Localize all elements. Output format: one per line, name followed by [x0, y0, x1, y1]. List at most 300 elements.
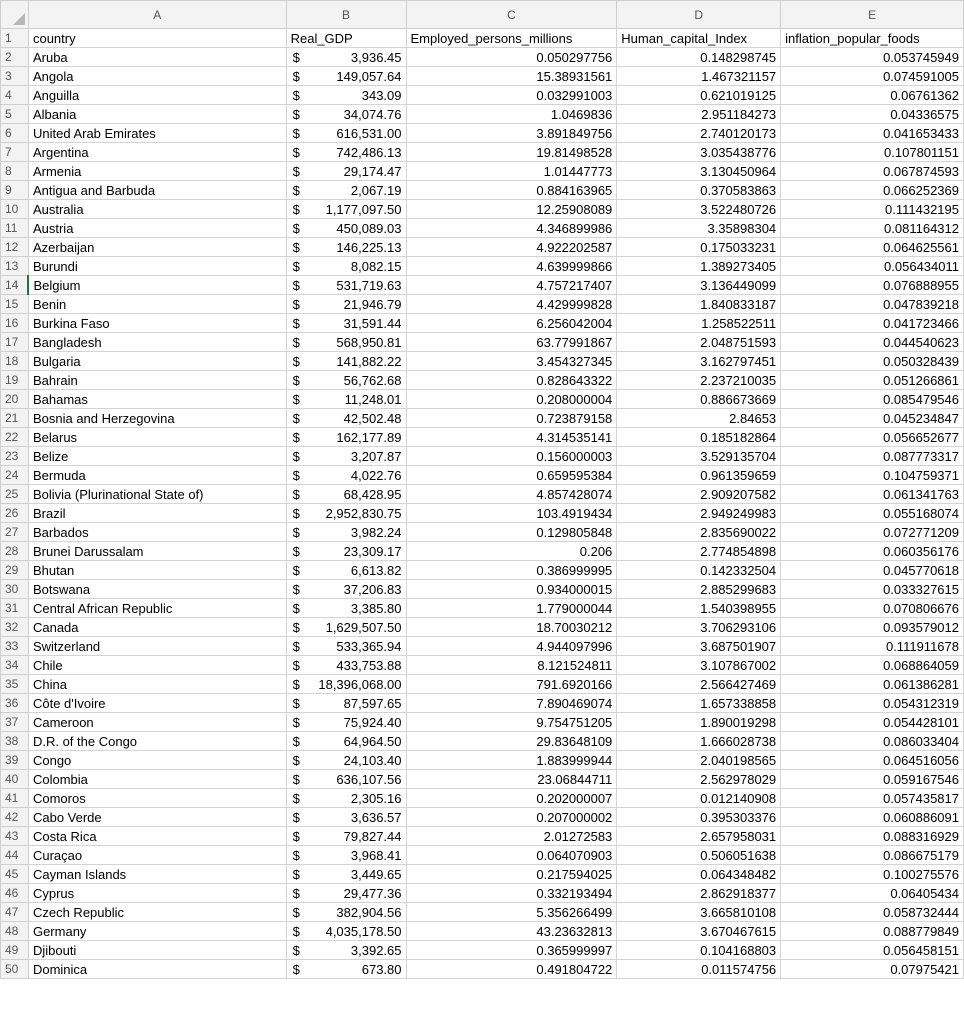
cell-B35[interactable]	[286, 675, 406, 694]
cell-A31[interactable]: Central African Republic	[28, 599, 286, 618]
cell-D42[interactable]: 0.395303376	[617, 808, 781, 827]
cell-A1[interactable]: country	[28, 29, 286, 48]
cell-A34[interactable]: Chile	[28, 656, 286, 675]
cell-E15[interactable]: 0.047839218	[781, 295, 964, 314]
cell-A7[interactable]: Argentina	[28, 143, 286, 162]
cell-B50[interactable]	[286, 960, 406, 979]
cell-A2[interactable]: Aruba	[28, 48, 286, 67]
cell-C40[interactable]: 23.06844711	[406, 770, 617, 789]
cell-D28[interactable]: 2.774854898	[617, 542, 781, 561]
row-header[interactable]: 42	[1, 808, 29, 827]
cell-B17[interactable]	[286, 333, 406, 352]
cell-E30[interactable]: 0.033327615	[781, 580, 964, 599]
cell-B2[interactable]	[286, 48, 406, 67]
cell-D47[interactable]: 3.665810108	[617, 903, 781, 922]
cell-E3[interactable]: 0.074591005	[781, 67, 964, 86]
cell-E44[interactable]: 0.086675179	[781, 846, 964, 865]
cell-C24[interactable]: 0.659595384	[406, 466, 617, 485]
cell-E33[interactable]: 0.111911678	[781, 637, 964, 656]
cell-B19[interactable]	[286, 371, 406, 390]
cell-E20[interactable]: 0.085479546	[781, 390, 964, 409]
cell-E6[interactable]: 0.041653433	[781, 124, 964, 143]
cell-A5[interactable]: Albania	[28, 105, 286, 124]
cell-E25[interactable]: 0.061341763	[781, 485, 964, 504]
cell-D32[interactable]: 3.706293106	[617, 618, 781, 637]
cell-E17[interactable]: 0.044540623	[781, 333, 964, 352]
row-header[interactable]: 8	[1, 162, 29, 181]
cell-D18[interactable]: 3.162797451	[617, 352, 781, 371]
cell-A26[interactable]: Brazil	[28, 504, 286, 523]
cell-D10[interactable]: 3.522480726	[617, 200, 781, 219]
cell-B33[interactable]	[286, 637, 406, 656]
cell-C34[interactable]: 8.121524811	[406, 656, 617, 675]
cell-D41[interactable]: 0.012140908	[617, 789, 781, 808]
row-header[interactable]: 30	[1, 580, 29, 599]
cell-C9[interactable]: 0.884163965	[406, 181, 617, 200]
cell-C49[interactable]: 0.365999997	[406, 941, 617, 960]
cell-C36[interactable]: 7.890469074	[406, 694, 617, 713]
row-header[interactable]: 27	[1, 523, 29, 542]
row-header[interactable]: 9	[1, 181, 29, 200]
cell-E45[interactable]: 0.100275576	[781, 865, 964, 884]
cell-C22[interactable]: 4.314535141	[406, 428, 617, 447]
cell-A14[interactable]: Belgium	[28, 276, 286, 295]
row-header[interactable]: 16	[1, 314, 29, 333]
cell-A35[interactable]: China	[28, 675, 286, 694]
cell-B21[interactable]	[286, 409, 406, 428]
cell-B15[interactable]	[286, 295, 406, 314]
cell-D40[interactable]: 2.562978029	[617, 770, 781, 789]
cell-A38[interactable]: D.R. of the Congo	[28, 732, 286, 751]
cell-C8[interactable]: 1.01447773	[406, 162, 617, 181]
cell-E1[interactable]: inflation_popular_foods	[781, 29, 964, 48]
cell-C1[interactable]: Employed_persons_millions	[406, 29, 617, 48]
cell-A50[interactable]: Dominica	[28, 960, 286, 979]
row-header[interactable]: 28	[1, 542, 29, 561]
cell-E2[interactable]: 0.053745949	[781, 48, 964, 67]
cell-C23[interactable]: 0.156000003	[406, 447, 617, 466]
cell-D23[interactable]: 3.529135704	[617, 447, 781, 466]
row-header[interactable]: 36	[1, 694, 29, 713]
cell-C20[interactable]: 0.208000004	[406, 390, 617, 409]
cell-E35[interactable]: 0.061386281	[781, 675, 964, 694]
row-header[interactable]: 43	[1, 827, 29, 846]
row-header[interactable]: 19	[1, 371, 29, 390]
cell-D2[interactable]: 0.148298745	[617, 48, 781, 67]
cell-A42[interactable]: Cabo Verde	[28, 808, 286, 827]
row-header[interactable]: 12	[1, 238, 29, 257]
row-header[interactable]: 46	[1, 884, 29, 903]
cell-B6[interactable]	[286, 124, 406, 143]
cell-C44[interactable]: 0.064070903	[406, 846, 617, 865]
cell-B16[interactable]	[286, 314, 406, 333]
cell-D1[interactable]: Human_capital_Index	[617, 29, 781, 48]
cell-E29[interactable]: 0.045770618	[781, 561, 964, 580]
cell-D35[interactable]: 2.566427469	[617, 675, 781, 694]
row-header[interactable]: 33	[1, 637, 29, 656]
cell-D31[interactable]: 1.540398955	[617, 599, 781, 618]
cell-C46[interactable]: 0.332193494	[406, 884, 617, 903]
cell-C43[interactable]: 2.01272583	[406, 827, 617, 846]
cell-A25[interactable]: Bolivia (Plurinational State of)	[28, 485, 286, 504]
cell-A16[interactable]: Burkina Faso	[28, 314, 286, 333]
cell-D49[interactable]: 0.104168803	[617, 941, 781, 960]
cell-A46[interactable]: Cyprus	[28, 884, 286, 903]
cell-D24[interactable]: 0.961359659	[617, 466, 781, 485]
cell-B49[interactable]	[286, 941, 406, 960]
row-header[interactable]: 18	[1, 352, 29, 371]
cell-D19[interactable]: 2.237210035	[617, 371, 781, 390]
cell-D8[interactable]: 3.130450964	[617, 162, 781, 181]
cell-A20[interactable]: Bahamas	[28, 390, 286, 409]
cell-B4[interactable]	[286, 86, 406, 105]
cell-E5[interactable]: 0.04336575	[781, 105, 964, 124]
cell-D21[interactable]: 2.84653	[617, 409, 781, 428]
cell-E14[interactable]: 0.076888955	[781, 276, 964, 295]
cell-D6[interactable]: 2.740120173	[617, 124, 781, 143]
cell-C5[interactable]: 1.0469836	[406, 105, 617, 124]
cell-C21[interactable]: 0.723879158	[406, 409, 617, 428]
cell-A32[interactable]: Canada	[28, 618, 286, 637]
cell-A10[interactable]: Australia	[28, 200, 286, 219]
row-header[interactable]: 23	[1, 447, 29, 466]
cell-C35[interactable]: 791.6920166	[406, 675, 617, 694]
row-header[interactable]: 38	[1, 732, 29, 751]
row-header[interactable]: 49	[1, 941, 29, 960]
cell-D45[interactable]: 0.064348482	[617, 865, 781, 884]
cell-A36[interactable]: Côte d'Ivoire	[28, 694, 286, 713]
row-header[interactable]: 5	[1, 105, 29, 124]
cell-E32[interactable]: 0.093579012	[781, 618, 964, 637]
cell-E43[interactable]: 0.088316929	[781, 827, 964, 846]
cell-E40[interactable]: 0.059167546	[781, 770, 964, 789]
cell-B12[interactable]	[286, 238, 406, 257]
cell-C16[interactable]: 6.256042004	[406, 314, 617, 333]
cell-E34[interactable]: 0.068864059	[781, 656, 964, 675]
cell-D48[interactable]: 3.670467615	[617, 922, 781, 941]
cell-C3[interactable]: 15.38931561	[406, 67, 617, 86]
cell-E31[interactable]: 0.070806676	[781, 599, 964, 618]
cell-B3[interactable]	[286, 67, 406, 86]
row-header[interactable]: 47	[1, 903, 29, 922]
cell-E47[interactable]: 0.058732444	[781, 903, 964, 922]
row-header[interactable]: 32	[1, 618, 29, 637]
row-header[interactable]: 25	[1, 485, 29, 504]
cell-B20[interactable]	[286, 390, 406, 409]
row-header[interactable]: 17	[1, 333, 29, 352]
cell-D13[interactable]: 1.389273405	[617, 257, 781, 276]
cell-B18[interactable]	[286, 352, 406, 371]
cell-B10[interactable]	[286, 200, 406, 219]
cell-E42[interactable]: 0.060886091	[781, 808, 964, 827]
cell-A41[interactable]: Comoros	[28, 789, 286, 808]
cell-A29[interactable]: Bhutan	[28, 561, 286, 580]
row-header[interactable]: 13	[1, 257, 29, 276]
cell-D12[interactable]: 0.175033231	[617, 238, 781, 257]
cell-B36[interactable]	[286, 694, 406, 713]
cell-B40[interactable]	[286, 770, 406, 789]
cell-E12[interactable]: 0.064625561	[781, 238, 964, 257]
row-header[interactable]: 24	[1, 466, 29, 485]
cell-A40[interactable]: Colombia	[28, 770, 286, 789]
row-header[interactable]: 10	[1, 200, 29, 219]
cell-C39[interactable]: 1.883999944	[406, 751, 617, 770]
cell-E48[interactable]: 0.088779849	[781, 922, 964, 941]
cell-E18[interactable]: 0.050328439	[781, 352, 964, 371]
cell-A23[interactable]: Belize	[28, 447, 286, 466]
cell-C30[interactable]: 0.934000015	[406, 580, 617, 599]
cell-B8[interactable]	[286, 162, 406, 181]
cell-D50[interactable]: 0.011574756	[617, 960, 781, 979]
cell-B43[interactable]	[286, 827, 406, 846]
cell-B32[interactable]	[286, 618, 406, 637]
cell-A8[interactable]: Armenia	[28, 162, 286, 181]
cell-A17[interactable]: Bangladesh	[28, 333, 286, 352]
cell-B13[interactable]	[286, 257, 406, 276]
cell-A19[interactable]: Bahrain	[28, 371, 286, 390]
cell-B47[interactable]	[286, 903, 406, 922]
cell-E41[interactable]: 0.057435817	[781, 789, 964, 808]
cell-C2[interactable]: 0.050297756	[406, 48, 617, 67]
cell-D16[interactable]: 1.258522511	[617, 314, 781, 333]
cell-C31[interactable]: 1.779000044	[406, 599, 617, 618]
cell-A13[interactable]: Burundi	[28, 257, 286, 276]
cell-A6[interactable]: United Arab Emirates	[28, 124, 286, 143]
cell-C50[interactable]: 0.491804722	[406, 960, 617, 979]
row-header[interactable]: 48	[1, 922, 29, 941]
cell-A21[interactable]: Bosnia and Herzegovina	[28, 409, 286, 428]
cell-B23[interactable]	[286, 447, 406, 466]
cell-D46[interactable]: 2.862918377	[617, 884, 781, 903]
row-header[interactable]: 22	[1, 428, 29, 447]
cell-D37[interactable]: 1.890019298	[617, 713, 781, 732]
row-header[interactable]: 41	[1, 789, 29, 808]
cell-B34[interactable]	[286, 656, 406, 675]
row-header[interactable]: 37	[1, 713, 29, 732]
cell-B44[interactable]	[286, 846, 406, 865]
row-header[interactable]: 40	[1, 770, 29, 789]
row-header[interactable]: 6	[1, 124, 29, 143]
cell-B5[interactable]	[286, 105, 406, 124]
cell-C25[interactable]: 4.857428074	[406, 485, 617, 504]
cell-D39[interactable]: 2.040198565	[617, 751, 781, 770]
cell-B45[interactable]	[286, 865, 406, 884]
cell-D4[interactable]: 0.621019125	[617, 86, 781, 105]
cell-C28[interactable]: 0.206	[406, 542, 617, 561]
cell-E22[interactable]: 0.056652677	[781, 428, 964, 447]
cell-D14[interactable]: 3.136449099	[617, 276, 781, 295]
cell-C14[interactable]: 4.757217407	[406, 276, 617, 295]
cell-B26[interactable]	[286, 504, 406, 523]
row-header[interactable]: 26	[1, 504, 29, 523]
cell-B41[interactable]	[286, 789, 406, 808]
cell-D25[interactable]: 2.909207582	[617, 485, 781, 504]
cell-A43[interactable]: Costa Rica	[28, 827, 286, 846]
cell-A30[interactable]: Botswana	[28, 580, 286, 599]
cell-B46[interactable]	[286, 884, 406, 903]
row-header[interactable]: 15	[1, 295, 29, 314]
cell-C48[interactable]: 43.23632813	[406, 922, 617, 941]
column-header-E[interactable]: E	[781, 1, 964, 29]
cell-C18[interactable]: 3.454327345	[406, 352, 617, 371]
cell-C26[interactable]: 103.4919434	[406, 504, 617, 523]
cell-A3[interactable]: Angola	[28, 67, 286, 86]
cell-A45[interactable]: Cayman Islands	[28, 865, 286, 884]
cell-D27[interactable]: 2.835690022	[617, 523, 781, 542]
cell-A15[interactable]: Benin	[28, 295, 286, 314]
column-header-C[interactable]: C	[406, 1, 617, 29]
cell-D3[interactable]: 1.467321157	[617, 67, 781, 86]
cell-A18[interactable]: Bulgaria	[28, 352, 286, 371]
cell-C37[interactable]: 9.754751205	[406, 713, 617, 732]
cell-D33[interactable]: 3.687501907	[617, 637, 781, 656]
cell-B48[interactable]	[286, 922, 406, 941]
cell-C10[interactable]: 12.25908089	[406, 200, 617, 219]
row-header[interactable]: 2	[1, 48, 29, 67]
row-header[interactable]: 3	[1, 67, 29, 86]
cell-C45[interactable]: 0.217594025	[406, 865, 617, 884]
cell-B39[interactable]	[286, 751, 406, 770]
cell-D17[interactable]: 2.048751593	[617, 333, 781, 352]
cell-E13[interactable]: 0.056434011	[781, 257, 964, 276]
cell-B9[interactable]	[286, 181, 406, 200]
row-header[interactable]: 14	[1, 276, 29, 295]
cell-E11[interactable]: 0.081164312	[781, 219, 964, 238]
cell-E8[interactable]: 0.067874593	[781, 162, 964, 181]
cell-B1[interactable]: Real_GDP	[286, 29, 406, 48]
cell-D11[interactable]: 3.35898304	[617, 219, 781, 238]
column-header-B[interactable]: B	[286, 1, 406, 29]
cell-A49[interactable]: Djibouti	[28, 941, 286, 960]
cell-C47[interactable]: 5.356266499	[406, 903, 617, 922]
cell-D43[interactable]: 2.657958031	[617, 827, 781, 846]
cell-E27[interactable]: 0.072771209	[781, 523, 964, 542]
cell-D5[interactable]: 2.951184273	[617, 105, 781, 124]
cell-A44[interactable]: Curaçao	[28, 846, 286, 865]
row-header[interactable]: 50	[1, 960, 29, 979]
cell-B37[interactable]	[286, 713, 406, 732]
row-header[interactable]: 31	[1, 599, 29, 618]
cell-A9[interactable]: Antigua and Barbuda	[28, 181, 286, 200]
select-all-corner[interactable]	[1, 1, 29, 29]
cell-E39[interactable]: 0.064516056	[781, 751, 964, 770]
cell-D7[interactable]: 3.035438776	[617, 143, 781, 162]
cell-C13[interactable]: 4.639999866	[406, 257, 617, 276]
column-header-D[interactable]: D	[617, 1, 781, 29]
cell-E46[interactable]: 0.06405434	[781, 884, 964, 903]
row-header[interactable]: 45	[1, 865, 29, 884]
cell-D26[interactable]: 2.949249983	[617, 504, 781, 523]
cell-E21[interactable]: 0.045234847	[781, 409, 964, 428]
row-header[interactable]: 29	[1, 561, 29, 580]
cell-D29[interactable]: 0.142332504	[617, 561, 781, 580]
cell-E36[interactable]: 0.054312319	[781, 694, 964, 713]
cell-C6[interactable]: 3.891849756	[406, 124, 617, 143]
cell-A4[interactable]: Anguilla	[28, 86, 286, 105]
cell-A33[interactable]: Switzerland	[28, 637, 286, 656]
cell-C19[interactable]: 0.828643322	[406, 371, 617, 390]
cell-E23[interactable]: 0.087773317	[781, 447, 964, 466]
cell-D38[interactable]: 1.666028738	[617, 732, 781, 751]
cell-E28[interactable]: 0.060356176	[781, 542, 964, 561]
cell-D36[interactable]: 1.657338858	[617, 694, 781, 713]
row-header[interactable]: 11	[1, 219, 29, 238]
row-header[interactable]: 34	[1, 656, 29, 675]
cell-E7[interactable]: 0.107801151	[781, 143, 964, 162]
cell-B7[interactable]	[286, 143, 406, 162]
row-header[interactable]: 4	[1, 86, 29, 105]
cell-A39[interactable]: Congo	[28, 751, 286, 770]
cell-D34[interactable]: 3.107867002	[617, 656, 781, 675]
cell-C15[interactable]: 4.429999828	[406, 295, 617, 314]
cell-C42[interactable]: 0.207000002	[406, 808, 617, 827]
row-header[interactable]: 20	[1, 390, 29, 409]
row-header[interactable]: 44	[1, 846, 29, 865]
row-header[interactable]: 39	[1, 751, 29, 770]
column-header-A[interactable]: A	[28, 1, 286, 29]
cell-D15[interactable]: 1.840833187	[617, 295, 781, 314]
cell-C4[interactable]: 0.032991003	[406, 86, 617, 105]
cell-C38[interactable]: 29.83648109	[406, 732, 617, 751]
cell-A22[interactable]: Belarus	[28, 428, 286, 447]
cell-E19[interactable]: 0.051266861	[781, 371, 964, 390]
cell-E24[interactable]: 0.104759371	[781, 466, 964, 485]
cell-B11[interactable]	[286, 219, 406, 238]
cell-E37[interactable]: 0.054428101	[781, 713, 964, 732]
cell-C17[interactable]: 63.77991867	[406, 333, 617, 352]
cell-C12[interactable]: 4.922202587	[406, 238, 617, 257]
cell-E10[interactable]: 0.111432195	[781, 200, 964, 219]
cell-B27[interactable]	[286, 523, 406, 542]
cell-B28[interactable]	[286, 542, 406, 561]
cell-B29[interactable]	[286, 561, 406, 580]
cell-B25[interactable]	[286, 485, 406, 504]
row-header[interactable]: 35	[1, 675, 29, 694]
cell-A28[interactable]: Brunei Darussalam	[28, 542, 286, 561]
cell-C27[interactable]: 0.129805848	[406, 523, 617, 542]
cell-A12[interactable]: Azerbaijan	[28, 238, 286, 257]
row-header[interactable]: 1	[1, 29, 29, 48]
cell-C32[interactable]: 18.70030212	[406, 618, 617, 637]
cell-E4[interactable]: 0.06761362	[781, 86, 964, 105]
cell-D9[interactable]: 0.370583863	[617, 181, 781, 200]
cell-C7[interactable]: 19.81498528	[406, 143, 617, 162]
cell-C33[interactable]: 4.944097996	[406, 637, 617, 656]
cell-A11[interactable]: Austria	[28, 219, 286, 238]
cell-D20[interactable]: 0.886673669	[617, 390, 781, 409]
cell-A47[interactable]: Czech Republic	[28, 903, 286, 922]
cell-E9[interactable]: 0.066252369	[781, 181, 964, 200]
cell-E16[interactable]: 0.041723466	[781, 314, 964, 333]
cell-E38[interactable]: 0.086033404	[781, 732, 964, 751]
cell-C11[interactable]: 4.346899986	[406, 219, 617, 238]
cell-D30[interactable]: 2.885299683	[617, 580, 781, 599]
cell-E50[interactable]: 0.07975421	[781, 960, 964, 979]
cell-C29[interactable]: 0.386999995	[406, 561, 617, 580]
cell-C41[interactable]: 0.202000007	[406, 789, 617, 808]
cell-A37[interactable]: Cameroon	[28, 713, 286, 732]
cell-B22[interactable]	[286, 428, 406, 447]
cell-E26[interactable]: 0.055168074	[781, 504, 964, 523]
cell-A27[interactable]: Barbados	[28, 523, 286, 542]
cell-B24[interactable]	[286, 466, 406, 485]
cell-E49[interactable]: 0.056458151	[781, 941, 964, 960]
cell-B38[interactable]	[286, 732, 406, 751]
row-header[interactable]: 21	[1, 409, 29, 428]
cell-D44[interactable]: 0.506051638	[617, 846, 781, 865]
cell-A48[interactable]: Germany	[28, 922, 286, 941]
cell-B42[interactable]	[286, 808, 406, 827]
